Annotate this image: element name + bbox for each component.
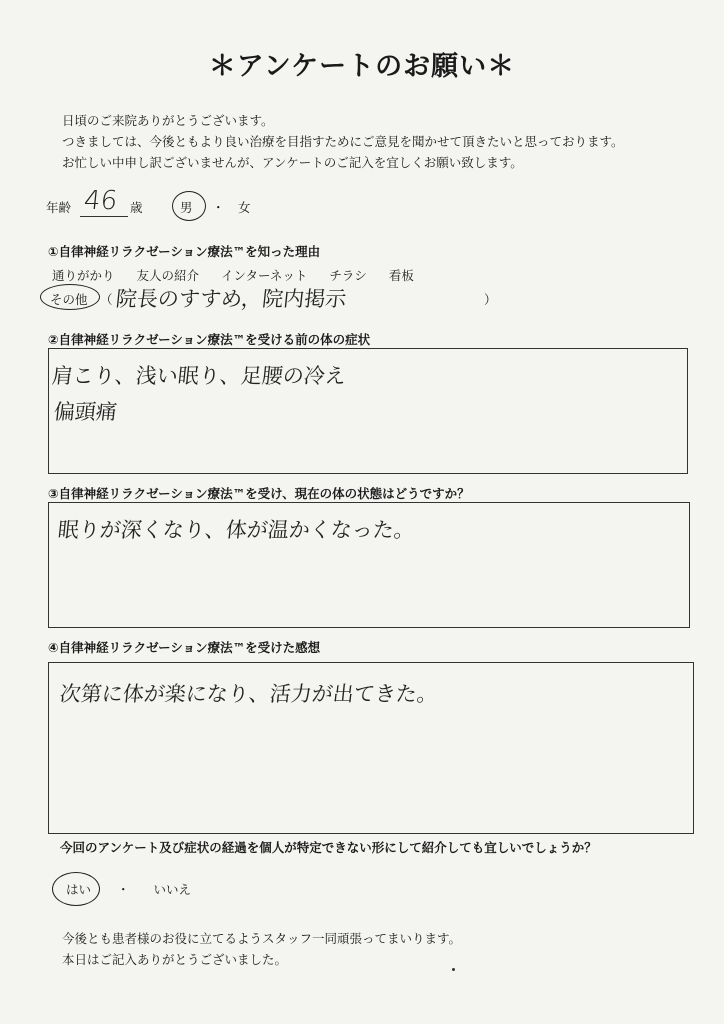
q3-answer: 眠りが深くなり、体が温かくなった。 [56,518,417,542]
consent-separator: ・ [117,882,130,897]
closing-line: 今後とも患者様のお役に立てるようスタッフ一同頑張ってまいります。 [62,931,462,946]
q2-answer-line: 偏頭痛 [52,400,119,424]
age-unit: 歳 [130,200,143,215]
intro-line: 日頃のご来院ありがとうございます。 [62,113,274,128]
gender-female[interactable]: 女 [238,200,251,215]
page-title: ＊アンケートのお願い＊ [208,51,516,82]
q1-option[interactable]: インターネット [221,268,308,283]
question-1-label: ①自律神経リラクゼーション療法™を知った理由 [48,244,321,259]
q1-option[interactable]: 看板 [388,268,414,283]
gender-separator: ・ [212,200,225,215]
intro-line: お忙しい中申し訳ございませんが、アンケートのご記入を宜しくお願い致します。 [62,155,523,170]
question-4-label: ④自律神経リラクゼーション療法™を受けた感想 [48,640,321,655]
age-underline [80,216,128,217]
consent-no[interactable]: いいえ [153,882,192,897]
closing-text [62,928,461,970]
closing-line: 本日はご記入ありがとうございました。 [62,952,288,967]
q1-option[interactable]: 友人の紹介 [136,268,200,283]
scan-speck [452,968,455,971]
gender-selected-circle [172,191,206,221]
q1-other-answer: 院長のすすめ，院内掲示 [114,287,348,311]
consent-question: 今回のアンケート及び症状の経過を個人が特定できない形にして紹介しても宜しいでしょうか？ [60,840,597,855]
q1-open-paren: （ [100,292,113,307]
q2-answer-line: 肩こり、浅い眠り、足腰の冷え [50,364,348,388]
q4-answer: 次第に体が楽になり、活力が出てきた。 [58,682,440,706]
q1-options [52,266,432,284]
question-2-label: ②自律神経リラクゼーション療法™を受ける前の体の症状 [48,332,371,347]
consent-yes[interactable]: はい [66,882,92,897]
consent-selected-circle [52,872,100,906]
gender-male[interactable]: 男 [180,200,193,215]
q1-option[interactable]: チラシ [329,268,367,283]
intro-line: つきましては、今後ともより良い治療を目指すためにご意見を聞かせて頂きたいと思っております。 [62,134,624,149]
question-3-label: ③自律神経リラクゼーション療法™を受け、現在の体の状態はどうですか？ [48,486,470,501]
q1-option[interactable]: 通りがかり [52,268,115,283]
q1-other-circle [40,284,100,310]
intro-text [62,110,624,173]
age-value: 46 [82,186,119,216]
age-label: 年齢 [46,200,72,215]
q1-other-label[interactable]: その他 [50,292,88,307]
q1-close-paren: ） [484,292,497,307]
